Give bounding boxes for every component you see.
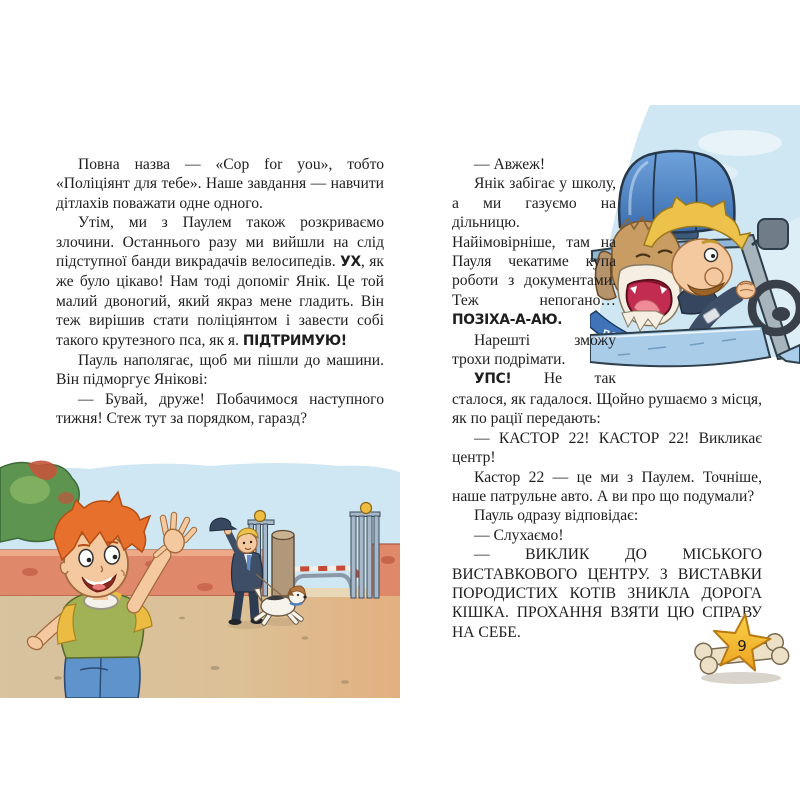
side-mirror [758,219,788,249]
paragraph [452,468,762,507]
text-run: Нарешті зможу трохи подрімати. [452,331,616,369]
paragraph [56,155,384,213]
gate-knob [255,511,266,522]
right-page-text [452,155,762,642]
text-run: Повна назва — «Cop for you», тобто «Поліціянт для тебе». Наше завдання — навчити дітлахів поважати одне одного. [56,156,384,212]
text-run: Пауль одразу відповідає: [474,507,639,525]
ground [0,596,400,698]
text-run: Янік забігає у школу, а ми газуємо на дільницю. Найімовірніше, там на Пауля чекатиме купа роботи з документами. Теж непогано… [452,175,616,309]
boy-jeans [65,655,141,698]
paragraph [56,213,384,351]
text-run: — КАСТОР 22! КАСТОР 22! Викликає центр! [452,429,762,467]
gate-knob [361,503,372,514]
text-run: — ВИКЛИК ДО МІСЬКОГО ВИСТАВКОВОГО ЦЕНТРУ. З ВИСТАВКИ ПОРОДИСТИХ КОТІВ ЗНИКЛА ДОРОГА КІШКА. ПРОХАННЯ ВЗЯТИ ЦЮ СПРАВУ НА СЕБЕ. [452,546,762,641]
paragraph [452,526,762,545]
page-number: 9 [737,637,747,655]
paragraph [56,390,384,429]
text-run: , як же було цікаво! Нам тоді допоміг Янік. Це той малий двоногий, який якраз мене гладить. Він теж вирішив стати поліціянтом і завести собі такого крутезного пса, як я. [56,253,385,349]
text-run: — Слухаємо! [474,526,564,544]
text-run: — Авжеж! [474,156,546,173]
page-number-marker [683,606,798,691]
comic-text-run: ПІДТРИМУЮ! [242,332,347,349]
comic-text-run: УПС! [474,371,512,388]
text-run: Утім, ми з Паулем також розкриваємо злочини. Останнього разу ми вийшли на слід підступної банди викрадачів велосипедів. [56,214,384,271]
paragraph [452,369,762,428]
car-illustration-spacer [626,155,762,373]
paragraph [452,506,762,525]
left-page-text [56,155,384,429]
marker-shadow [701,672,781,684]
text-run: Кастор 22 — це ми з Паулем. Точніше, наше патрульне авто. А ви про що подумали? [452,468,762,505]
comic-text-run: УХ [340,254,361,271]
text-run: — Бувай, друже! Побачимося наступного тижня! Стеж тут за порядком, гаразд? [56,390,384,428]
comic-text-run: ПОЗІХА-А-АЮ. [452,312,563,329]
playground-illustration [0,456,400,698]
text-run: Не так сталося, як гадалося. Щойно рушаємо з місця, як по рації передають: [452,370,762,428]
paragraph [452,429,762,468]
paragraph [56,351,384,390]
cloud [698,130,782,156]
text-run: Пауль наполягає, щоб ми пішли до машини. Він підморгує Янікові: [56,352,384,389]
